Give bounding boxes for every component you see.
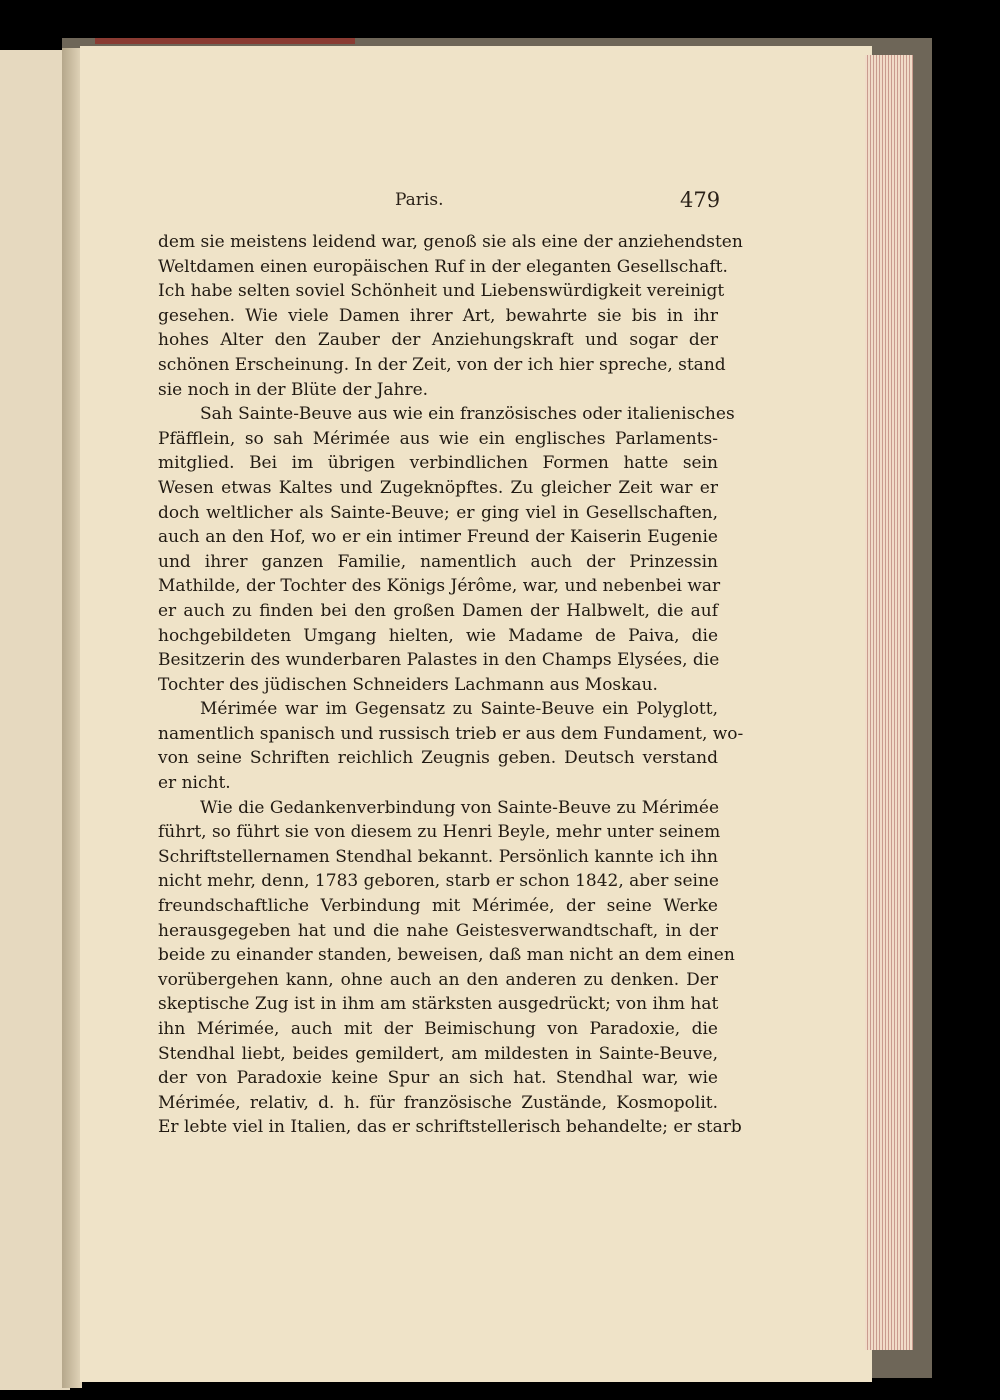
text-line: Sah Sainte-Beuve aus wie ein französisches oder italienisches [200,404,735,425]
text-line: er nicht. [158,773,231,794]
running-head: Paris. [395,190,444,210]
left-page [0,50,70,1390]
text-line: Mérimée, relativ, d. h. für französische Zustände, Kosmopolit. [158,1092,718,1113]
text-line: hochgebildeten Umgang hielten, wie Madame de Paiva, die [158,625,718,646]
text-line: beide zu einander standen, beweisen, daß man nicht an dem einen [158,945,735,966]
text-line: Pfäfflein, so sah Mérimée aus wie ein englisches Parlaments- [158,428,718,449]
text-line: Ich habe selten soviel Schönheit und Liebenswürdigkeit vereinigt [158,281,725,302]
page-edges [865,55,913,1350]
text-line: Er lebte viel in Italien, das er schriftstellerisch behandelte; er starb [158,1117,742,1138]
text-line: er auch zu finden bei den großen Damen der Halbwelt, die auf [158,600,718,621]
text-line: nicht mehr, denn, 1783 geboren, starb er schon 1842, aber seine [158,871,719,892]
text-line: gesehen. Wie viele Damen ihrer Art, bewahrte sie bis in ihr [158,305,718,326]
book-gutter [62,48,82,1388]
text-line: Mérimée war im Gegensatz zu Sainte-Beuve ein Polyglott, [200,699,718,720]
text-line: Stendhal liebt, beides gemildert, am mildesten in Sainte-Beuve, [158,1043,718,1064]
text-line: doch weltlicher als Sainte-Beuve; er ging viel in Gesellschaften, [158,502,718,523]
body-text [158,230,744,1140]
page-header [0,188,1000,218]
page-number: 479 [680,188,721,212]
text-line: schönen Erscheinung. In der Zeit, von der ich hier spreche, stand [158,354,726,375]
text-line: führt, so führt sie von diesem zu Henri Beyle, mehr unter seinem [158,822,721,843]
text-line: Wesen etwas Kaltes und Zugeknöpftes. Zu gleicher Zeit war er [158,477,718,498]
text-line: von seine Schriften reichlich Zeugnis geben. Deutsch verstand [158,748,718,769]
cover-binding-edge [95,38,355,44]
text-line: auch an den Hof, wo er ein intimer Freund der Kaiserin Eugenie [158,527,718,548]
text-line: mitglied. Bei im übrigen verbindlichen Formen hatte sein [158,453,718,474]
text-line: Wie die Gedankenverbindung von Sainte-Beuve zu Mérimée [200,797,720,818]
text-line: Schriftstellernamen Stendhal bekannt. Persönlich kannte ich ihn [158,846,718,867]
text-line: der von Paradoxie keine Spur an sich hat. Stendhal war, wie [158,1068,718,1089]
text-line: Besitzerin des wunderbaren Palastes in den Champs Elysées, die [158,650,720,671]
text-line: freundschaftliche Verbindung mit Mérimée, der seine Werke [158,896,718,917]
text-line: dem sie meistens leidend war, genoß sie als eine der anziehendsten [158,232,743,252]
text-line: namentlich spanisch und russisch trieb er aus dem Fundament, wo- [158,723,744,744]
text-line: vorübergehen kann, ohne auch an den anderen zu denken. Der [158,969,718,990]
text-line: ihn Mérimée, auch mit der Beimischung von Paradoxie, die [158,1019,718,1039]
text-line: Mathilde, der Tochter des Königs Jérôme, war, und nebenbei war [158,576,721,597]
text-line: Weltdamen einen europäischen Ruf in der eleganten Gesellschaft. [158,256,728,277]
text-line: hohes Alter den Zauber der Anziehungskraft und sogar der [158,330,718,351]
text-line: skeptische Zug ist in ihm am stärksten ausgedrückt; von ihm hat [158,994,719,1015]
text-line: Tochter des jüdischen Schneiders Lachmann aus Moskau. [158,674,658,695]
text-line: herausgegeben hat und die nahe Geistesverwandtschaft, in der [158,920,718,941]
text-line: sie noch in der Blüte der Jahre. [158,379,429,400]
text-line: und ihrer ganzen Familie, namentlich auch der Prinzessin [158,551,718,572]
